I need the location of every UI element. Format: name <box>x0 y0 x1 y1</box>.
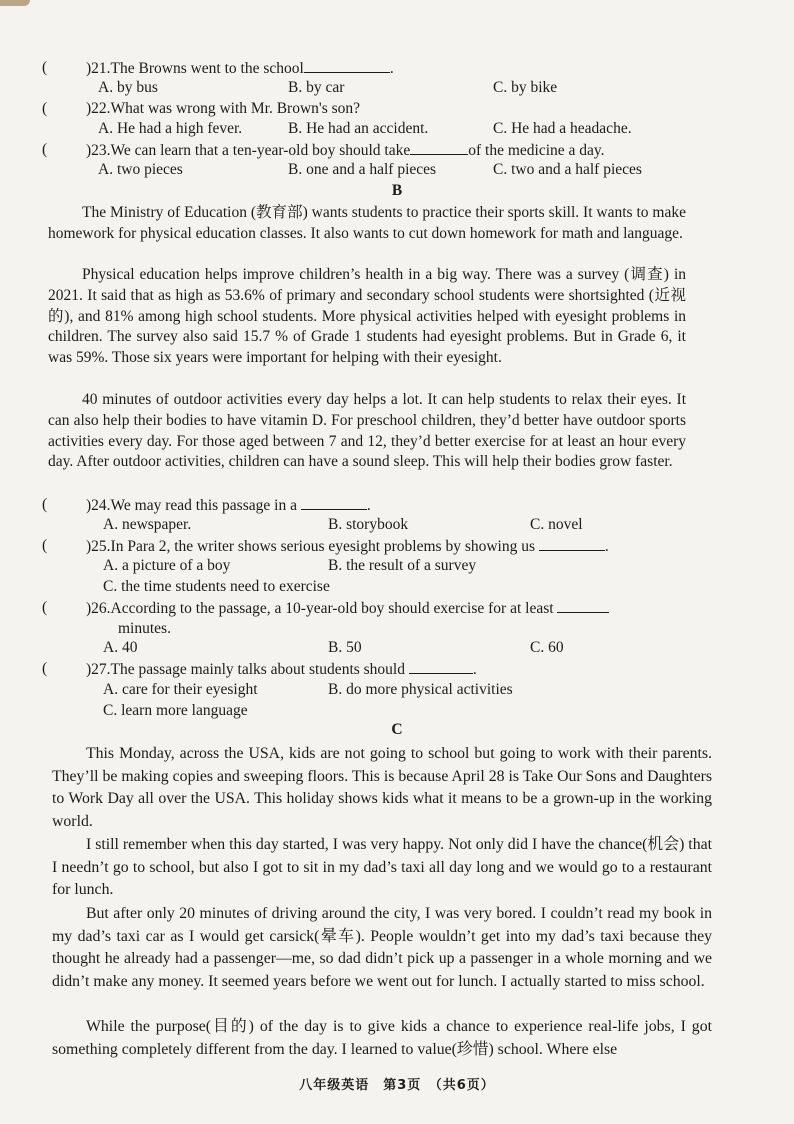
answer-blank[interactable] <box>410 140 468 155</box>
option-c: C. novel <box>530 516 583 533</box>
option-b: B. one and a half pieces <box>288 161 437 178</box>
page-footer: 八年级英语 第3页 （共6页） <box>299 1078 495 1093</box>
option-b: B. storybook <box>328 516 409 533</box>
exam-page: ( )21.The Browns went to the school . A. by bus B. by car C. by bike ( )22.What was wrong with Mr. Brown's son? A. He had a high fever. B. He had an accident. C. He had a headache. ( )23.We can learn that a ten-year-old boy should take of the medicine a day. A. two pieces B. one and a half pieces C. two and a half pieces B The Ministry of Education (教育部) wants students to practice their sports skill. It wants to make homework for physical education classes. It also wants to cut down homework for math and language. Physical education helps improve children’s health in a big way. There was a survey (调查) in 2021. It said that as high as 53.6% of primary and secondary school students were shortsighted (近视的), and 81% among high school students. More physical activities helped with eyesight problems in children. The survey also said 15.7 % of Grade 1 students had eyesight problems. But in Grade 6, it was 59%. Those six years were important for helping with their eyesight. 40 minutes of outdoor activities every day helps a lot. It can help students to relax their eyes. It can also help their bodies to have vitamin D. For preschool children, they’d better have outdoor sports activities every day. For those aged between 7 and 12, they’d better exercise for at least an hour every day. After outdoor activities, children can have a sound sleep. This will help their bodies grow faster. ( )24.We may read this passage in a . A. newspaper. B. storybook C. novel ( )25.In Para 2, the writer shows serious eyesight problems by showing us . A. a picture of a boy B. the result of a survey C. the time students need to exercise ( )26.According to the passage, a 10-year-old boy should exercise for at least minutes. A. 40 B. 50 C. 60 ( )27.The passage mainly talks about students should . A. care for their eyesight B. do more physical activities C. learn more language C This Monday, across the USA, kids are not going to school but going to work with their parents. They’ll be making copies and sweeping floors. This is because April 28 is Take Our Sons and Daughters to Work Day all over the USA. This holiday shows kids what it means to be a grown-up in the working world. I still remember when this day started, I was very happy. Not only did I have the chance(机会) that I needn’t go to school, but also I got to sit in my dad’s taxi all day long and we would go to a restaurant for lunch. But after only 20 minutes of driving around the city, I was very bored. I couldn’t read my book in my dad’s taxi car as I would get carsick(晕车). People wouldn’t get into my dad’s taxi because they thought he already had a passenger—me, so dad didn’t pick up a passenger in a whole morning and we didn’t make any money. It seemed years before we went out for lunch. I actually started to miss school. While the purpose(目的) of the day is to give kids a chance to experience real-life jobs, I got something completely different from the day. I learned to value(珍惜) school. Where else 八年级英语 第3页 （共6页） <box>0 0 794 1124</box>
question-stem: )22.What was wrong with Mr. Brown's son? <box>86 100 361 117</box>
passage-c-paragraph-4: While the purpose(目的) of the day is to give kids a chance to experience real-life jobs, I got something completely different from the day. I learned to value(珍惜) school. Where else <box>52 1018 712 1058</box>
question-stem: )24.We may read this passage in a <box>86 497 297 514</box>
passage-b-paragraph-1: The Ministry of Education (教育部) wants students to practice their sports skill. It wants to make homework for physical education classes. It also wants to cut down homework for math and language. <box>48 204 686 242</box>
question-stem: )25.In Para 2, the writer shows serious eyesight problems by showing us <box>86 538 536 555</box>
question-stem: )26.According to the passage, a 10-year-old boy should exercise for at least <box>86 600 554 617</box>
passage-c-paragraph-3: But after only 20 minutes of driving around the city, I was very bored. I couldn’t read my book in my dad’s taxi car as I would get carsick(晕车). People wouldn’t get into my dad’s taxi because they thought he already had a passenger—me, so dad didn’t pick up a passenger in a whole morning and we didn’t make any money. It seemed years before we went out for lunch. I actually started to miss school. <box>52 905 712 990</box>
answer-paren: ( <box>42 141 48 158</box>
option-a: A. He had a high fever. <box>98 120 243 137</box>
option-a: A. care for their eyesight <box>103 681 258 698</box>
option-b: B. the result of a survey <box>328 557 477 574</box>
option-c: C. the time students need to exercise <box>103 578 330 595</box>
question-26-continuation: minutes. <box>118 620 171 637</box>
answer-paren: ( <box>42 59 48 76</box>
option-a: A. a picture of a boy <box>103 557 231 574</box>
question-stem: )23.We can learn that a ten-year-old boy should take <box>86 142 411 159</box>
option-b: B. 50 <box>328 639 362 656</box>
option-a: A. newspaper. <box>103 516 192 533</box>
option-a: A. two pieces <box>98 161 183 178</box>
passage-b-paragraph-3: 40 minutes of outdoor activities every day helps a lot. It can help students to relax their eyes. It can also help their bodies to have vitamin D. For preschool children, they’d better have outdoor sports activities every day. For those aged between 7 and 12, they’d better exercise for at least an hour every day. After outdoor activities, children can have a sound sleep. This will help their bodies grow faster. <box>48 391 686 471</box>
option-a: A. 40 <box>103 639 138 656</box>
option-b: B. do more physical activities <box>328 681 513 698</box>
answer-blank[interactable] <box>557 598 609 613</box>
answer-paren: ( <box>42 599 48 616</box>
scan-corner-mark <box>0 0 30 6</box>
answer-blank[interactable] <box>409 659 473 674</box>
option-c: C. by bike <box>493 79 558 96</box>
option-c: C. 60 <box>530 639 564 656</box>
section-b-heading: B <box>391 182 403 199</box>
option-a: A. by bus <box>98 79 158 96</box>
question-stem: )27.The passage mainly talks about students should <box>86 661 405 678</box>
answer-blank[interactable] <box>304 58 390 73</box>
option-c: C. He had a headache. <box>493 120 632 137</box>
section-c-heading: C <box>391 721 403 738</box>
passage-c-paragraph-1: This Monday, across the USA, kids are not going to school but going to work with their parents. They’ll be making copies and sweeping floors. This is because April 28 is Take Our Sons and Daughters to Work Day all over the USA. This holiday shows kids what it means to be a grown-up in the working world. <box>52 745 712 830</box>
option-c: C. learn more language <box>103 702 248 719</box>
answer-blank[interactable] <box>301 495 367 510</box>
question-stem: )21.The Browns went to the school <box>86 60 304 77</box>
option-c: C. two and a half pieces <box>493 161 642 178</box>
passage-b-paragraph-2: Physical education helps improve children’s health in a big way. There was a survey (调查) in 2021. It said that as high as 53.6% of primary and secondary school students were shortsighted (近视的), and 81% among high school students. More physical activities helped with eyesight problems in children. The survey also said 15.7 % of Grade 1 students had eyesight problems. But in Grade 6, it was 59%. Those six years were important for helping with their eyesight. <box>48 266 686 367</box>
answer-paren: ( <box>42 660 48 677</box>
answer-paren: ( <box>42 496 48 513</box>
answer-paren: ( <box>42 537 48 554</box>
answer-blank[interactable] <box>539 536 605 551</box>
passage-c-paragraph-2: I still remember when this day started, I was very happy. Not only did I have the chance(机会) that I needn’t go to school, but also I got to sit in my dad’s taxi all day long and we would go to a restaurant for lunch. <box>52 836 712 899</box>
option-b: B. He had an accident. <box>288 120 429 137</box>
option-b: B. by car <box>288 79 345 96</box>
answer-paren: ( <box>42 100 48 117</box>
